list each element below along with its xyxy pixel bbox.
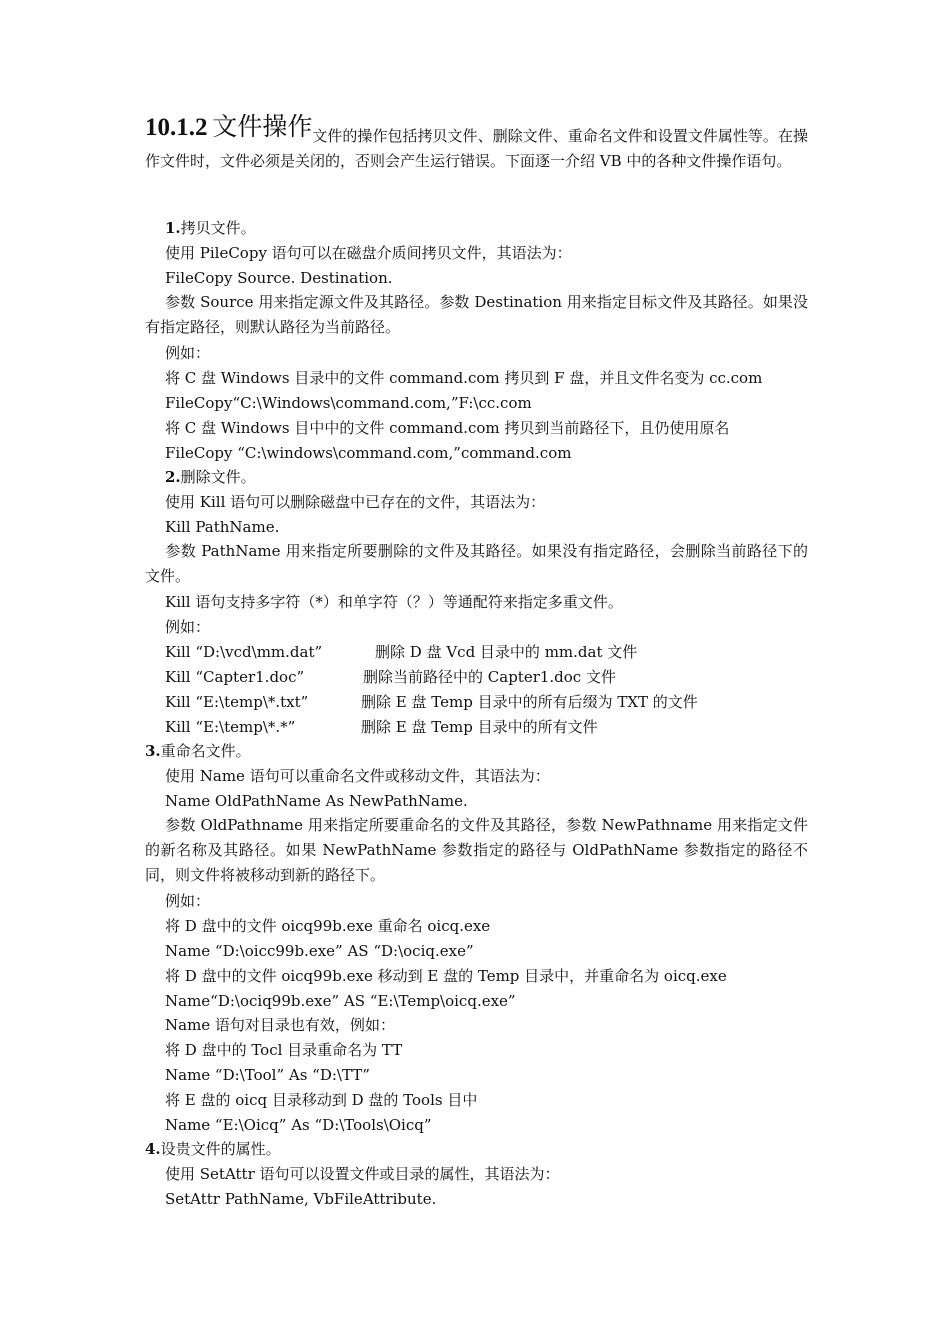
section-number: 10.1.2 [145,114,208,141]
s3-number: 3. [145,742,161,760]
s1-line1: 使用 PileCopy 语句可以在磁盘介质间拷贝文件，其语法为： [165,244,572,262]
s4-line1: 使用 SetAttr 语句可以设置文件或目录的属性，其语法为： [165,1165,560,1183]
s2-example-code: Kill “D:\vcd\mm.dat” [165,643,323,661]
s2-example-desc: 删除 D 盘 Vcd 目录中的 mm.dat 文件 [375,643,638,661]
s3-directory-note: Name 语句对目录也有效，例如： [165,1016,395,1034]
s3-heading-text: 重命名文件。 [160,742,251,760]
s2-wildcard-note: Kill 语句支持多字符（*）和单字符（？）等通配符来指定多重文件。 [165,593,623,611]
s2-example-desc: 删除 E 盘 Temp 目录中的所有后缀为 TXT 的文件 [361,693,698,711]
s3-paragraph [145,813,808,888]
s1-paragraph-text: 参数 Source 用来指定源文件及其路径。参数 Destination 用来指定目标文件及其路径。如果没有指定路径，则默认路径为当前路径。 [145,293,808,336]
s3-heading [145,741,251,761]
s1-paragraph [145,290,808,340]
s3-example2-desc: 将 D 盘中的文件 oicq99b.exe 移动到 E 盘的 Temp 目录中，并重命名为 oicq.exe [165,967,727,985]
s2-heading-text: 删除文件。 [180,468,256,486]
s3-example-label: 例如： [165,892,211,910]
s4-number: 4. [145,1140,161,1158]
s2-line1: 使用 Kill 语句可以删除磁盘中已存在的文件，其语法为： [165,493,546,511]
s4-syntax: SetAttr PathName, VbFileAttribute. [165,1190,437,1208]
s2-heading [165,467,256,487]
s1-heading [165,218,256,238]
s3-example4-code: Name “E:\Oicq” As “D:\Tools\Oicq” [165,1116,432,1134]
s2-example-label: 例如： [165,618,211,636]
intro-paragraph [145,114,808,168]
section-heading: 文件操作 [212,112,313,141]
s2-syntax: Kill PathName. [165,518,280,536]
s1-example2-code: FileCopy “C:\windows\command.com,”command.com [165,444,572,462]
s2-example-code: Kill “E:\temp\*.txt” [165,693,309,711]
s2-paragraph-text: 参数 PathName 用来指定所要删除的文件及其路径。如果没有指定路径，会删除当前路径下的文件。 [145,542,808,585]
s3-line1: 使用 Name 语句可以重命名文件或移动文件，其语法为： [165,767,550,785]
s3-syntax: Name OldPathName As NewPathName. [165,792,468,810]
s3-paragraph-text: 参数 OldPathname 用来指定所要重命名的文件及其路径，参数 NewPathname 用来指定文件的新名称及其路径。如果 NewPathName 参数指定的路径与 OldPathName 参数指定的路径不同，则文件将被移动到新的路径下。 [145,816,808,884]
s4-heading-text: 设贵文件的属性。 [160,1140,281,1158]
intro-text: 文件的操作包括拷贝文件、删除文件、重命名文件和设置文件属性等。在操作文件时，文件必须是关闭的，否则会产生运行错误。下面逐一介绍 VB 中的各种文件操作语句。 [145,127,808,170]
s2-number: 2. [165,468,181,486]
s1-example-label: 例如： [165,344,211,362]
s2-example-desc: 删除当前路径中的 Capter1.doc 文件 [363,668,616,686]
s2-paragraph [145,539,808,589]
s2-example-desc: 删除 E 盘 Temp 目录中的所有文件 [361,718,598,736]
s1-example1-desc: 将 C 盘 Windows 目录中的文件 command.com 拷贝到 F 盘，并且文件名变为 cc.com [165,369,763,387]
s2-example-code: Kill “E:\temp\*.*” [165,718,296,736]
s3-example3-desc: 将 D 盘中的 Tocl 目录重命名为 TT [165,1041,403,1059]
s1-number: 1. [165,219,181,237]
s3-example3-code: Name “D:\Tool” As “D:\TT” [165,1066,370,1084]
s1-example1-code: FileCopy“C:\Windows\command.com,”F:\cc.com [165,394,532,412]
s1-syntax: FileCopy Source. Destination. [165,269,393,287]
s3-example4-desc: 将 E 盘的 oicq 目录移动到 D 盘的 Tools 目中 [165,1091,478,1109]
s1-example2-desc: 将 C 盘 Windows 目中中的文件 command.com 拷贝到当前路径下，且仍使用原名 [165,419,730,437]
s3-example1-desc: 将 D 盘中的文件 oicq99b.exe 重命名 oicq.exe [165,917,491,935]
s3-example1-code: Name “D:\oicc99b.exe” AS “D:\ociq.exe” [165,942,474,960]
s3-example2-code: Name“D:\ociq99b.exe” AS “E:\Temp\oicq.exe” [165,992,516,1010]
s2-example-code: Kill “Capter1.doc” [165,668,305,686]
s4-heading [145,1139,281,1159]
s1-heading-text: 拷贝文件。 [180,219,256,237]
